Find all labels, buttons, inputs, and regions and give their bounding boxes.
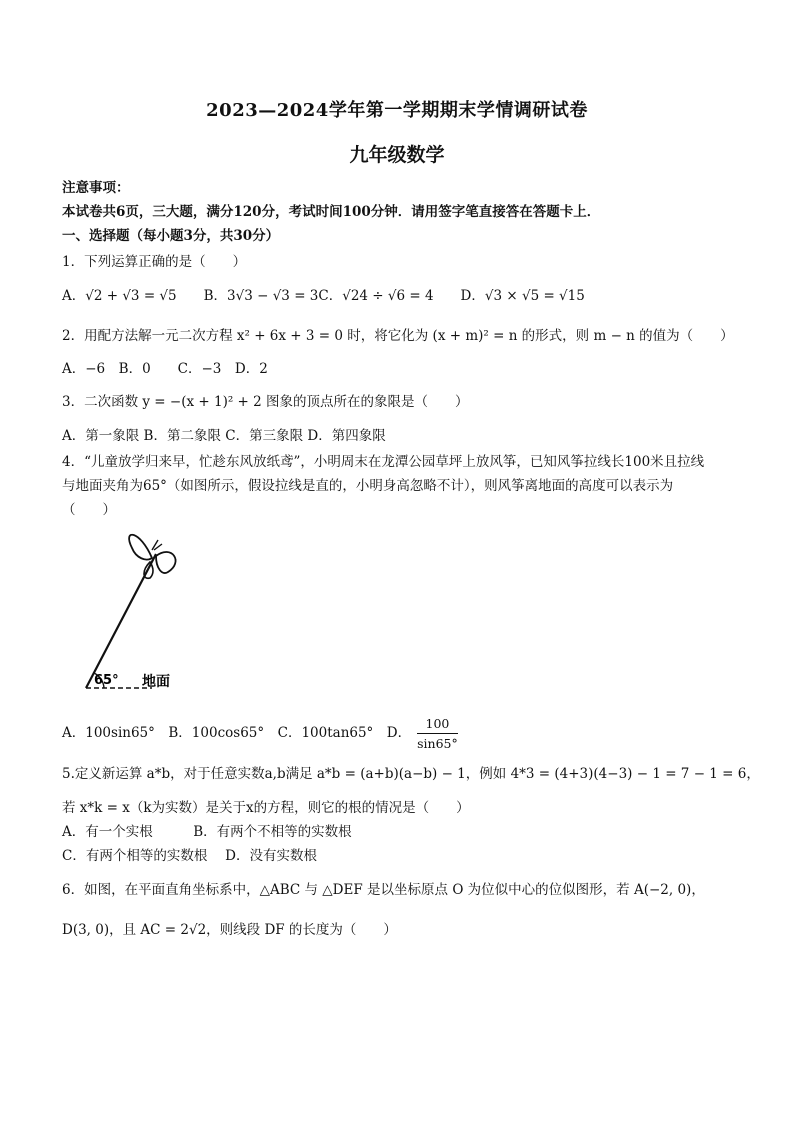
q4-stem-line2: 与地面夹角为65°（如图所示，假设拉线是直的，小明身高忽略不计），则风筝离地面的高度可以表示为	[62, 478, 674, 494]
notice-text: 本试卷共6页，三大题，满分120分，考试时间100分钟．请用签字笔直接答在答题卡上．	[62, 204, 601, 220]
q5-options-ab: A．有一个实根 B．有两个不相等的实数根	[62, 824, 352, 840]
notice-heading: 注意事项：	[62, 180, 130, 196]
q4-stem-line1: 4．“儿童放学归来早，忙趁东风放纸鸢”，小明周末在龙潭公园草坪上放风筝，已知风筝拉线长100米且拉线	[62, 454, 705, 470]
q4-option-d-numerator: 100	[417, 716, 458, 734]
kite-wing-upper-left	[129, 535, 152, 560]
q4-option-d-denominator: sin65°	[417, 736, 458, 751]
q5-options-cd: C．有两个相等的实数根 D．没有实数根	[62, 848, 317, 864]
ground-label: 地面	[142, 674, 170, 690]
q3-options: A．第一象限 B．第二象限 C．第三象限 D．第四象限	[62, 428, 386, 444]
q6-stem-line1: 6．如图，在平面直角坐标系中，△ABC 与 △DEF 是以坐标原点 O 为位似中心的位似图形，若 A(−2, 0)，	[62, 882, 705, 898]
q2-options: A．−6 B．0 C．−3 D．2	[62, 361, 268, 377]
q4-option-d-fraction	[417, 716, 458, 751]
q6-stem-line2: D(3, 0)，且 AC = 2√2，则线段 DF 的长度为（ ）	[62, 922, 397, 938]
kite-string	[86, 554, 156, 688]
q4-stem-line3: （ ）	[62, 502, 116, 518]
kite-illustration	[80, 528, 190, 698]
q1-stem: 1．下列运算正确的是（ ）	[62, 254, 247, 270]
section-heading: 一、选择题（每小题3分，共30分）	[62, 228, 280, 244]
exam-title: 2023—2024学年第一学期期末学情调研试卷	[206, 100, 588, 121]
exam-subtitle: 九年级数学	[349, 144, 445, 166]
q4-options	[62, 716, 458, 751]
kite-wing-right	[156, 552, 176, 573]
q3-stem: 3．二次函数 y = −(x + 1)² + 2 图象的顶点所在的象限是（ ）	[62, 394, 469, 410]
q2-stem: 2．用配方法解一元二次方程 x² + 6x + 3 = 0 时，将它化为 (x + m)² = n 的形式，则 m − n 的值为（ ）	[62, 328, 734, 344]
q1-options: A．√2 + √3 = √5 B．3√3 − √3 = 3C．√24 ÷ √6 = 4 D．√3 × √5 = √15	[62, 288, 585, 304]
q4-options-abc: A．100sin65° B．100cos65° C．100tan65° D．	[62, 725, 412, 741]
angle-label: 65°	[94, 673, 119, 688]
q5-stem-line1: 5.定义新运算 a*b，对于任意实数a,b满足 a*b = (a+b)(a−b) − 1，例如 4*3 = (4+3)(4−3) − 1 = 7 − 1 = 6，	[62, 766, 760, 782]
q5-stem-line2: 若 x*k = x（k为实数）是关于x的方程，则它的根的情况是（ ）	[62, 800, 470, 816]
kite-figure	[80, 528, 190, 698]
